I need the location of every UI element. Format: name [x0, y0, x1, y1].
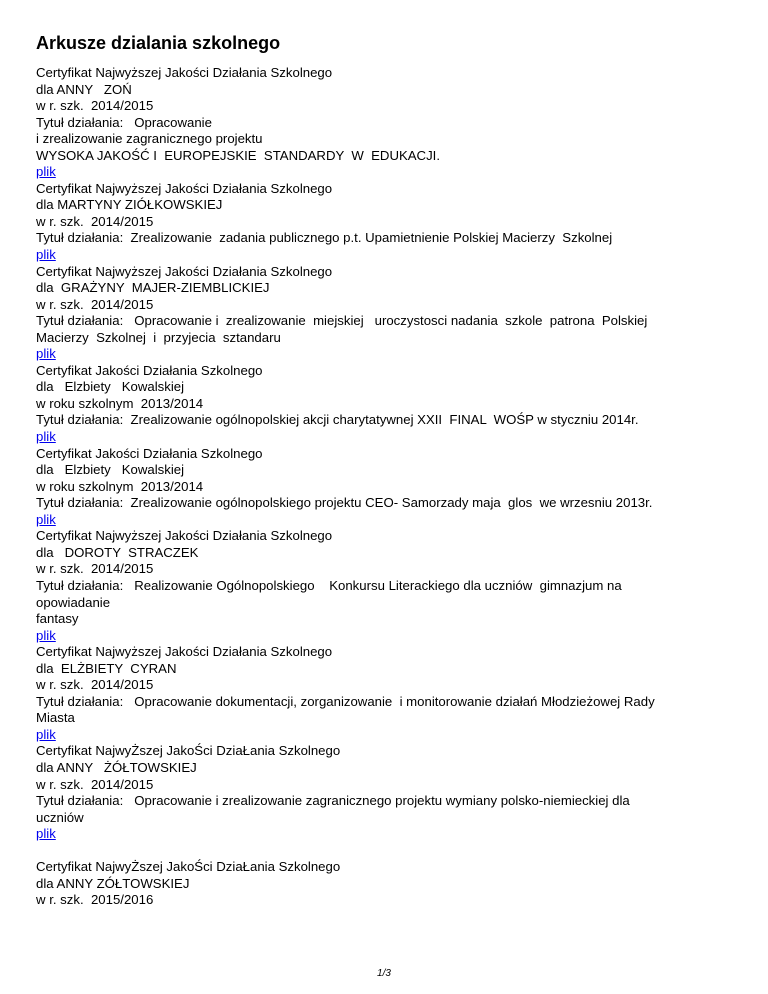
entry-line: uczniów	[36, 809, 84, 825]
entry-line: w r. szk. 2014/2015	[36, 213, 154, 229]
entry-line: Tytuł działania: Zrealizowanie ogólnopolskiego projektu CEO- Samorzady maja glos we wrzesniu 2013r.	[36, 495, 653, 511]
certificate-entry	[36, 446, 751, 529]
entry-line: Certyfikat Najwyższej Jakości Działania Szkolnego	[36, 180, 333, 196]
file-link[interactable]: plik	[36, 164, 56, 180]
file-link[interactable]: plik	[36, 826, 56, 842]
page-number: 1/3	[377, 968, 391, 979]
entry-line: Certyfikat NajwyŻszej JakoŚci DziaŁania Szkolnego	[36, 743, 341, 759]
certificate-entry	[36, 65, 751, 181]
entry-line: WYSOKA JAKOŚĆ I EUROPEJSKIE STANDARDY W EDUKACJI.	[36, 147, 441, 163]
file-link-line	[36, 826, 751, 843]
file-link[interactable]: plik	[36, 429, 56, 445]
file-link[interactable]: plik	[36, 627, 56, 643]
entry-line: Certyfikat Jakości Działania Szkolnego	[36, 445, 263, 461]
entry-line: w r. szk. 2014/2015	[36, 296, 154, 312]
file-link[interactable]: plik	[36, 247, 56, 263]
entry-line: Tytuł działania: Opracowanie	[36, 114, 212, 130]
entry-line: Certyfikat Najwyższej Jakości Działania Szkolnego	[36, 528, 333, 544]
entry-line: opowiadanie	[36, 594, 111, 610]
file-link-line	[36, 429, 751, 446]
entry-line: dla ELŻBIETY CYRAN	[36, 660, 177, 676]
entry-line: Tytuł działania: Opracowanie dokumentacji, zorganizowanie i monitorowanie działań Młodzieżowej Rady	[36, 693, 655, 709]
entry-line: Tytuł działania: Zrealizowanie ogólnopolskiej akcji charytatywnej XXII FINAL WOŚP w styczniu 2014r.	[36, 412, 639, 428]
entry-line: w r. szk. 2015/2016	[36, 892, 154, 908]
entry-line: dla Elzbiety Kowalskiej	[36, 379, 185, 395]
document-content	[36, 65, 751, 909]
entry-line: Macierzy Szkolnej i przyjecia sztandaru	[36, 329, 281, 345]
file-link-line	[36, 247, 751, 264]
entry-line: w roku szkolnym 2013/2014	[36, 395, 204, 411]
entry-line: w r. szk. 2014/2015	[36, 776, 154, 792]
entry-line: w r. szk. 2014/2015	[36, 98, 154, 114]
file-link[interactable]: plik	[36, 726, 56, 742]
entry-line: Tytuł działania: Opracowanie i zrealizowanie zagranicznego projektu wymiany polsko-niemieckiej dla	[36, 793, 630, 809]
page-title: Arkusze dzialania szkolnego	[36, 33, 281, 53]
certificate-entry	[36, 181, 751, 264]
entry-line: dla GRAŻYNY MAJER-ZIEMBLICKIEJ	[36, 280, 270, 296]
entry-line: dla ANNY ZÓŁTOWSKIEJ	[36, 875, 190, 891]
entry-line: Certyfikat Najwyższej Jakości Działania Szkolnego	[36, 644, 333, 660]
file-link-line	[36, 727, 751, 744]
entry-line: dla DOROTY STRACZEK	[36, 544, 199, 560]
file-link[interactable]: plik	[36, 346, 56, 362]
entry-line: w r. szk. 2014/2015	[36, 561, 154, 577]
entry-line: Certyfikat Jakości Działania Szkolnego	[36, 362, 263, 378]
entry-line: i zrealizowanie zagranicznego projektu	[36, 131, 263, 147]
file-link-line	[36, 512, 751, 529]
spacer	[36, 843, 751, 860]
entry-line: fantasy	[36, 611, 79, 627]
file-link[interactable]: plik	[36, 511, 56, 527]
file-link-line	[36, 628, 751, 645]
certificate-entry-final	[36, 859, 751, 909]
entry-line: dla ANNY ZOŃ	[36, 81, 132, 97]
entry-line: dla MARTYNY ZIÓŁKOWSKIEJ	[36, 197, 223, 213]
entry-line: dla Elzbiety Kowalskiej	[36, 462, 185, 478]
entry-line: Tytuł działania: Zrealizowanie zadania publicznego p.t. Upamietnienie Polskiej Macierzy Szkolnej	[36, 230, 613, 246]
entry-line: w roku szkolnym 2013/2014	[36, 478, 204, 494]
certificate-entry	[36, 264, 751, 363]
entry-line: Tytuł działania: Realizowanie Ogólnopolskiego Konkursu Literackiego dla uczniów gimnazjum na	[36, 577, 622, 593]
certificate-entry	[36, 743, 751, 842]
entry-line: Certyfikat NajwyŻszej JakoŚci DziaŁania Szkolnego	[36, 859, 341, 875]
file-link-line	[36, 164, 751, 181]
certificate-entry	[36, 363, 751, 446]
entry-line: Certyfikat Najwyższej Jakości Działania Szkolnego	[36, 65, 333, 80]
certificate-entry	[36, 644, 751, 743]
entry-line: dla ANNY ŻÓŁTOWSKIEJ	[36, 759, 197, 775]
entry-line: Miasta	[36, 710, 75, 726]
certificate-entry	[36, 528, 751, 644]
entry-line: w r. szk. 2014/2015	[36, 677, 154, 693]
entry-line: Certyfikat Najwyższej Jakości Działania Szkolnego	[36, 263, 333, 279]
entry-line: Tytuł działania: Opracowanie i zrealizowanie miejskiej uroczystosci nadania szkole patrona Polskiej	[36, 313, 648, 329]
file-link-line	[36, 346, 751, 363]
